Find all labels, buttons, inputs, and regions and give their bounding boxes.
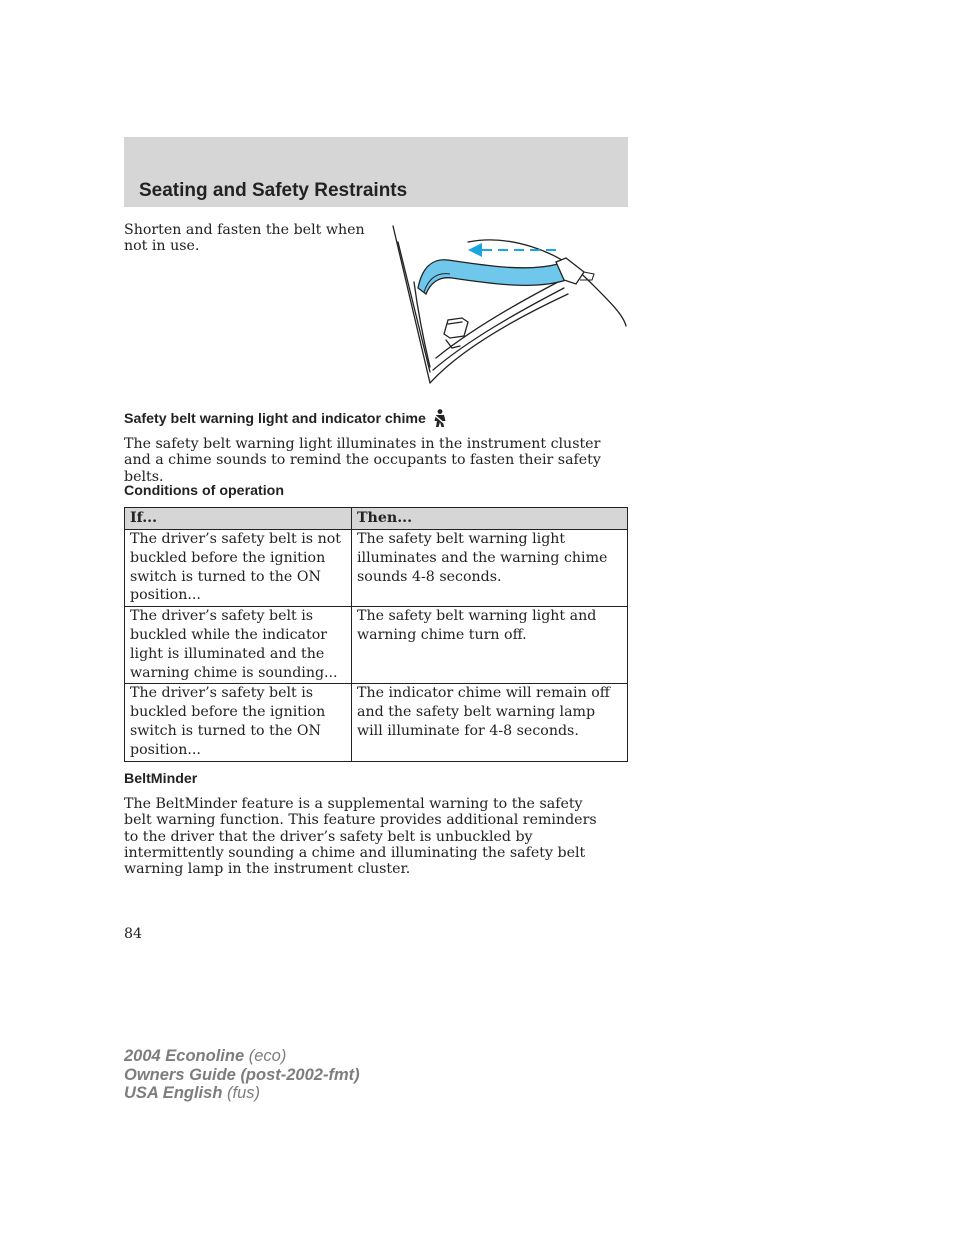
- table-row: [125, 684, 628, 761]
- beltminder-heading: BeltMinder: [124, 771, 198, 787]
- table-cell-if: The driver’s safety belt is buckled while the indicator light is illuminated and the warning chime is sounding...: [125, 607, 352, 684]
- footer-guide: Owners Guide (post-2002-fmt): [124, 1065, 360, 1084]
- table-row: [125, 530, 628, 607]
- seatbelt-warning-icon: [432, 409, 448, 428]
- column-header-if: If...: [125, 508, 352, 530]
- table-header-row: [125, 508, 628, 530]
- table-cell-then: The safety belt warning light and warning chime turn off.: [352, 607, 628, 684]
- warning-text: The safety belt warning light illuminates in the instrument cluster and a chime sounds to remind the occupants to fasten their safety belts.: [124, 436, 601, 485]
- page-number: 84: [124, 926, 143, 942]
- section-header-band: [124, 137, 628, 207]
- table-cell-if: The driver’s safety belt is not buckled before the ignition switch is turned to the ON position...: [125, 530, 352, 607]
- conditions-heading: Conditions of operation: [124, 483, 284, 499]
- seat-belt-stow-illustration: [388, 222, 630, 388]
- section-title: Seating and Safety Restraints: [139, 180, 408, 201]
- table-cell-then: The safety belt warning light illuminates and the warning chime sounds 4-8 seconds.: [352, 530, 628, 607]
- footer-model: 2004 Econoline: [124, 1047, 245, 1065]
- footer-line-3: [124, 1084, 360, 1103]
- table-row: [125, 607, 628, 684]
- footer-language: USA English: [124, 1084, 223, 1102]
- warning-heading: [124, 409, 448, 428]
- footer-document-info: [124, 1047, 360, 1103]
- warning-heading-text: Safety belt warning light and indicator chime: [124, 410, 426, 427]
- footer-line-2: [124, 1066, 360, 1085]
- table-cell-if: The driver’s safety belt is buckled before the ignition switch is turned to the ON position...: [125, 684, 352, 761]
- beltminder-text: The BeltMinder feature is a supplemental warning to the safety belt warning function. This feature provides additional reminders to the driver that the driver’s safety belt is unbuckled by intermittently sounding a chime and illuminating the safety belt warning lamp in the instrument cluster.: [124, 796, 597, 878]
- conditions-table: [124, 507, 628, 762]
- footer-language-code: (fus): [227, 1084, 260, 1102]
- table-cell-then: The indicator chime will remain off and the safety belt warning lamp will illuminate for 4-8 seconds.: [352, 684, 628, 761]
- column-header-then: Then...: [352, 508, 628, 530]
- intro-text: Shorten and fasten the belt when not in use.: [124, 222, 365, 255]
- footer-line-1: [124, 1047, 360, 1066]
- footer-model-code: (eco): [248, 1047, 287, 1065]
